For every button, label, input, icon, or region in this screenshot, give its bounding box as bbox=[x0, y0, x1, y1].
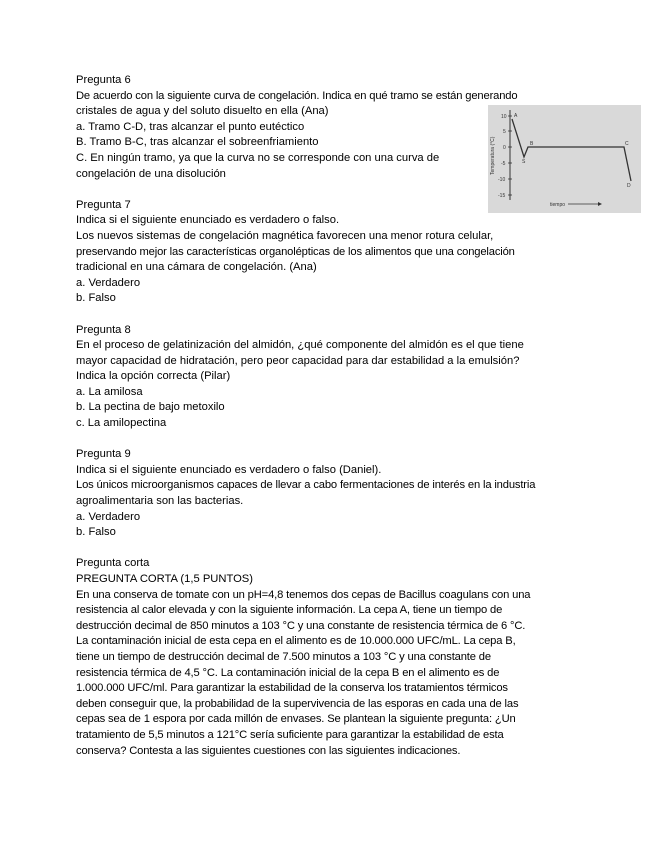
question-text: La contaminación inicial de esta cepa en el alimento es de 10.000.000 UFC/mL. La cepa B, bbox=[76, 635, 516, 648]
question-text: resistencia térmica de 4,5 °C. La contaminación inicial de la cepa B en el alimento es de bbox=[76, 666, 500, 679]
question-text: Los nuevos sistemas de congelación magnética favorecen una menor rotura celular, bbox=[76, 229, 494, 242]
answer-option: b. Falso bbox=[76, 526, 116, 539]
question-text: agroalimentaria son las bacterias. bbox=[76, 495, 244, 508]
figure-background bbox=[488, 105, 641, 213]
question-text: tradicional en una cámara de congelación. (Ana) bbox=[76, 261, 317, 274]
question-text: De acuerdo con la siguiente curva de congelación. Indica en qué tramo se están generando bbox=[76, 89, 518, 102]
question-text: Indica si el siguiente enunciado es verdadero o falso (Daniel). bbox=[76, 463, 382, 476]
point-label-d: D bbox=[627, 183, 631, 189]
question-7 bbox=[76, 198, 596, 307]
answer-option: b. Falso bbox=[76, 292, 116, 305]
answer-option: C. En ningún tramo, ya que la curva no se corresponde con una curva de bbox=[76, 151, 440, 164]
answer-option: b. La pectina de bajo metoxilo bbox=[76, 401, 225, 414]
question-text: deben conseguir que, la probabilidad de la supervivencia de las esporas en cada una de las bbox=[76, 697, 519, 710]
question-text: cepas sea de 1 espora por cada millón de envases. Se plantean la siguiente pregunta: ¿Un bbox=[76, 713, 516, 726]
answer-option: a. Verdadero bbox=[76, 510, 141, 523]
question-text: conserva? Contesta a las siguientes cuestiones con las siguientes indicaciones. bbox=[76, 744, 461, 757]
question-text: Indica la opción correcta (Pilar) bbox=[76, 370, 231, 383]
question-title: Pregunta 7 bbox=[76, 198, 131, 211]
answer-option: B. Tramo B-C, tras alcanzar el sobreenfriamiento bbox=[76, 136, 319, 149]
point-label-b: B bbox=[530, 141, 534, 147]
question-text: Indica si el siguiente enunciado es verdadero o falso. bbox=[76, 214, 340, 227]
point-label-a: A bbox=[514, 113, 518, 119]
freezing-curve-figure bbox=[488, 105, 641, 213]
question-text: 1.000.000 UFC/ml. Para garantizar la estabilidad de la conserva los tratamientos térmicos bbox=[76, 682, 508, 695]
x-axis-label: tiempo bbox=[550, 202, 566, 208]
question-title: Pregunta 9 bbox=[76, 448, 131, 461]
tick-label: 10 bbox=[501, 114, 507, 120]
y-axis-label: Temperatura (°C) bbox=[490, 136, 496, 175]
question-9 bbox=[76, 447, 596, 541]
question-text: resistencia al calor elevada y con la siguiente información. La cepa A, tiene un tiempo de bbox=[76, 604, 503, 617]
question-title: Pregunta corta bbox=[76, 557, 150, 570]
question-text: tratamiento de 5,5 minutos a 121°C sería suficiente para garantizar la estabilidad de esta bbox=[76, 728, 504, 741]
question-title: Pregunta 6 bbox=[76, 74, 131, 86]
question-text: cristales de agua y del soluto disuelto en ella (Ana) bbox=[76, 105, 329, 118]
question-text: Los únicos microorganismos capaces de llevar a cabo fermentaciones de interés en la industria bbox=[76, 479, 536, 492]
question-text: tiene un tiempo de destrucción decimal de 7.500 minutos a 103 °C y una constante de bbox=[76, 650, 491, 663]
freezing-curve-chart bbox=[488, 105, 641, 213]
tick-label: 5 bbox=[503, 129, 506, 135]
question-text: En una conserva de tomate con un pH=4,8 tenemos dos cepas de Bacillus coagulans con una bbox=[76, 588, 531, 601]
answer-option: a. Tramo C-D, tras alcanzar el punto eutéctico bbox=[76, 120, 305, 133]
tick-label: 0 bbox=[503, 145, 506, 151]
question-text: En el proceso de gelatinización del almidón, ¿qué componente del almidón es el que tiene bbox=[76, 339, 524, 352]
tick-label: -5 bbox=[501, 161, 506, 167]
short-question bbox=[76, 556, 596, 759]
answer-option: a. Verdadero bbox=[76, 276, 141, 289]
tick-label: -10 bbox=[498, 177, 506, 183]
answer-option: c. La amilopectina bbox=[76, 417, 167, 430]
question-text: preservando mejor las características organolépticas de los alimentos que una congelación bbox=[76, 245, 515, 258]
point-label-s: S bbox=[522, 159, 526, 165]
question-8 bbox=[76, 323, 596, 432]
answer-option: congelación de una disolución bbox=[76, 167, 226, 180]
point-label-c: C bbox=[625, 141, 629, 147]
tick-label: -15 bbox=[498, 193, 506, 199]
question-text: mayor capacidad de hidratación, pero peor capacidad para dar estabilidad a la emulsión? bbox=[76, 354, 520, 367]
question-text: destrucción decimal de 850 minutos a 103 °C y una constante de resistencia térmica de 6 °C. bbox=[76, 619, 526, 632]
question-heading: PREGUNTA CORTA (1,5 PUNTOS) bbox=[76, 573, 253, 585]
question-title: Pregunta 8 bbox=[76, 323, 131, 336]
answer-option: a. La amilosa bbox=[76, 385, 143, 398]
